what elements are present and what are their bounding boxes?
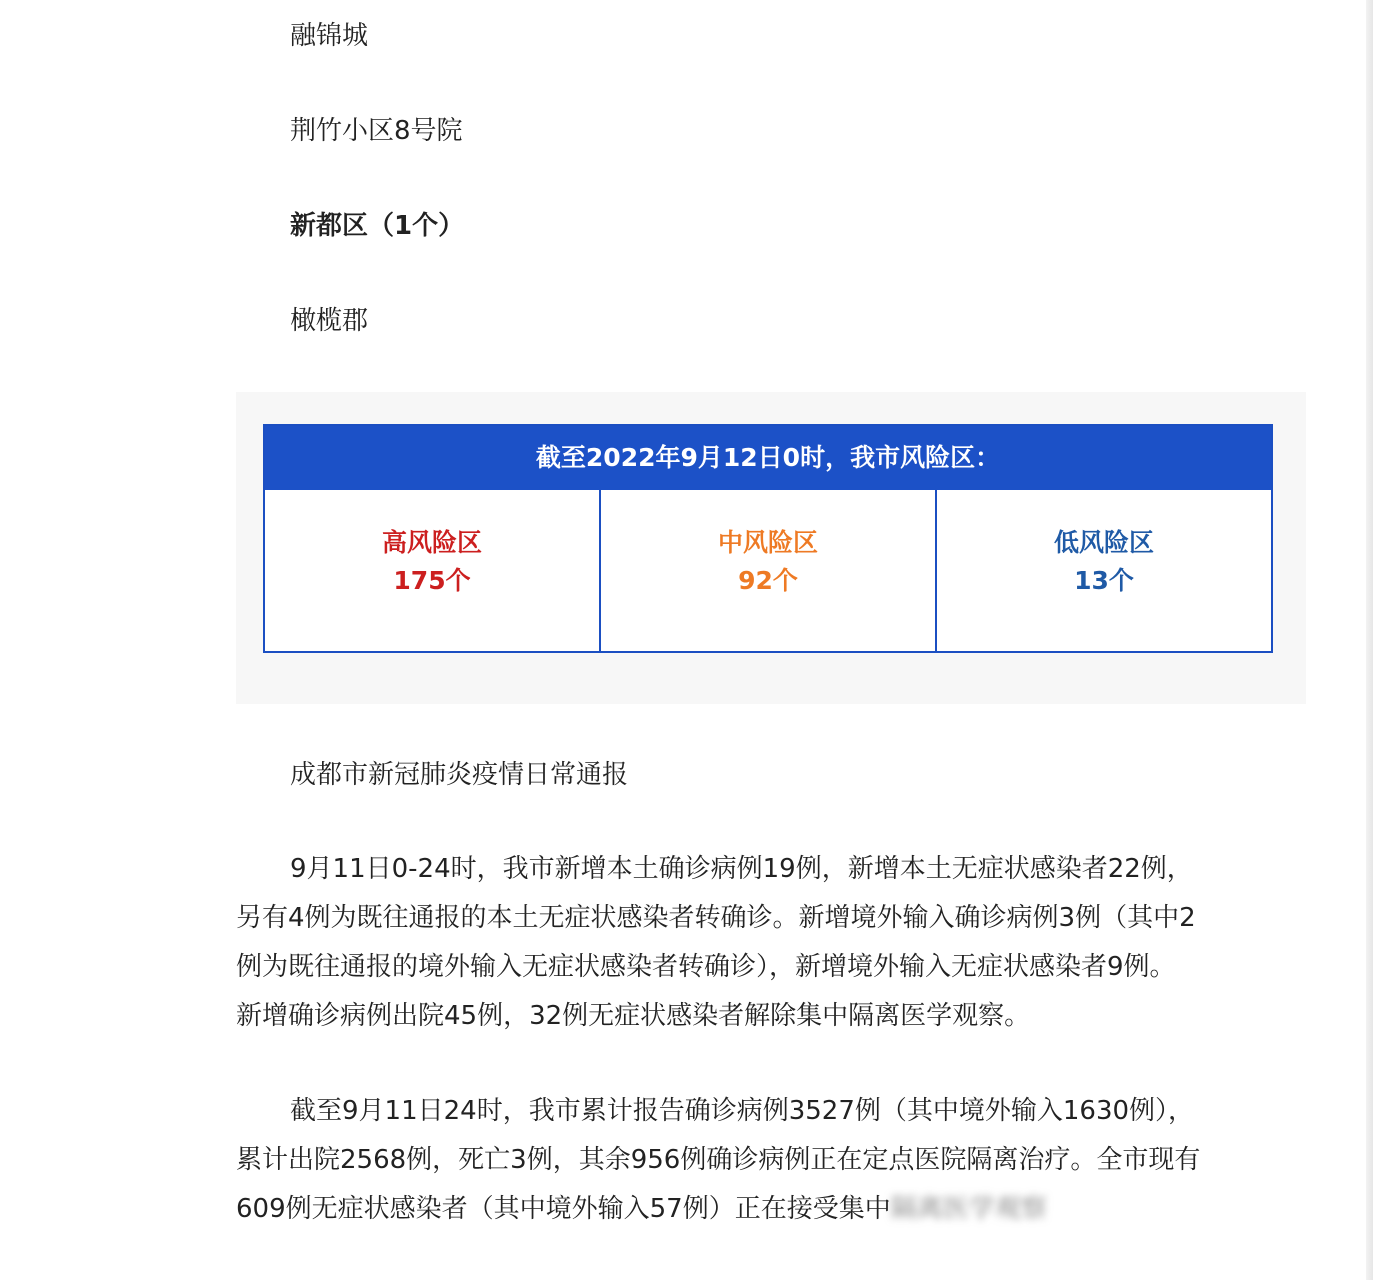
report-line: 另有4例为既往通报的本土无症状感染者转确诊。新增境外输入确诊病例3例（其中2	[236, 903, 1196, 933]
low-risk-label: 低风险区	[1053, 527, 1154, 557]
report-line-last	[236, 1185, 1311, 1234]
mid-risk-count: 92个	[738, 565, 798, 595]
paragraph-place-rongjincheng: 融锦城	[290, 21, 369, 51]
report-heading: 成都市新冠肺炎疫情日常通报	[290, 760, 629, 790]
report-paragraph-cumulative	[236, 1087, 1311, 1234]
report-line-visible-text: 609例无症状感染者（其中境外输入57例）正在接受集中	[236, 1194, 891, 1224]
paragraph-place-ganlanjun: 橄榄郡	[290, 306, 369, 336]
risk-summary-card	[263, 424, 1273, 653]
high-risk-label: 高风险区	[381, 527, 482, 557]
report-line: 累计出院2568例，死亡3例，其余956例确诊病例正在定点医院隔离治疗。全市现有	[236, 1145, 1201, 1175]
report-line: 9月11日0-24时，我市新增本土确诊病例19例，新增本土无症状感染者22例，	[290, 854, 1193, 884]
page-right-border	[1366, 0, 1373, 1280]
paragraph-place-jingzhu: 荆竹小区8号院	[290, 116, 463, 146]
report-line: 例为既往通报的境外输入无症状感染者转确诊），新增境外输入无症状感染者9例。	[236, 952, 1176, 982]
report-line-blurred-text: 隔离医学观察	[890, 1194, 1047, 1224]
risk-summary-title: 截至2022年9月12日0时，我市风险区：	[265, 426, 1271, 490]
report-line: 截至9月11日24时，我市累计报告确诊病例3527例（其中境外输入1630例），	[290, 1096, 1195, 1126]
mid-risk-label: 中风险区	[717, 527, 818, 557]
low-risk-cell	[937, 490, 1271, 651]
mid-risk-cell	[601, 490, 937, 651]
high-risk-cell	[265, 490, 601, 651]
risk-summary-panel	[236, 392, 1306, 704]
low-risk-count: 13个	[1074, 565, 1134, 595]
report-paragraph-daily	[236, 845, 1311, 1041]
report-line: 新增确诊病例出院45例，32例无症状感染者解除集中隔离医学观察。	[236, 1001, 1031, 1031]
risk-cells	[265, 490, 1271, 651]
paragraph-district-xindu: 新都区（1个）	[290, 211, 465, 241]
high-risk-count: 175个	[393, 565, 471, 595]
